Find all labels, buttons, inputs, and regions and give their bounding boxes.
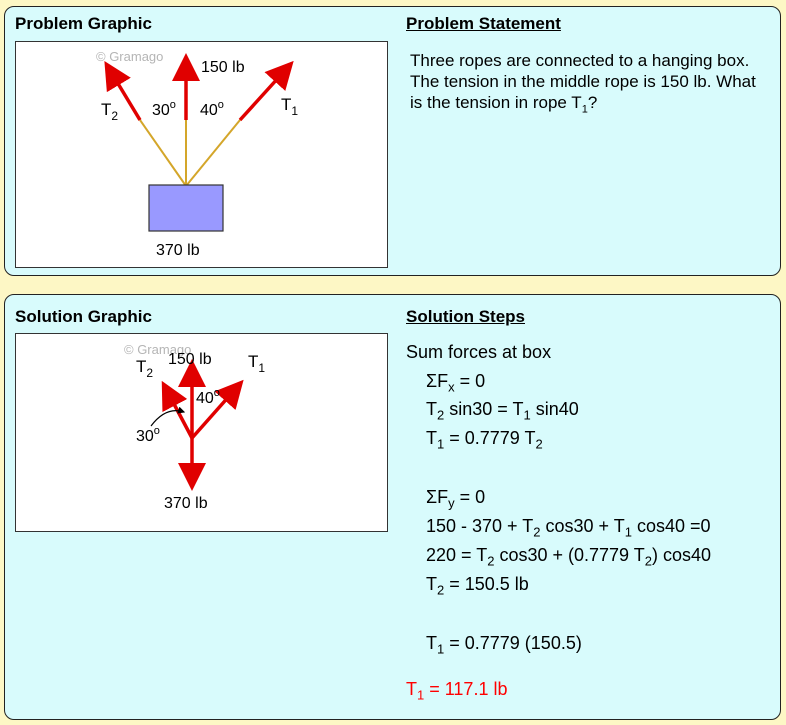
solution-steps-heading: Solution Steps [406, 307, 525, 326]
step-substitution: $220 = T_2$ cos30 + (0.7779 $T_2$) cos40 [426, 545, 711, 569]
box-weight-label: 370 lb [156, 242, 200, 259]
right-angle-label: 40$^o$ [196, 387, 220, 407]
left-angle-label: 30$^o$ [136, 425, 160, 445]
problem-diagram [16, 42, 389, 269]
problem-statement: Three ropes are connected to a hanging box. The tension in the middle rope is 150 lb. What is the tension in rope $T_1$? [410, 51, 756, 116]
step-sum-forces: Sum forces at box [406, 342, 552, 362]
step-sum-fx: $\Sigma F_x = 0$ [426, 371, 486, 395]
step-y-equation: $150 - 370 + T_2$ $\cos 30 + T_1$ cos40 =0 [426, 516, 711, 540]
step-sum-fy: $\Sigma F_y = 0$ [426, 487, 486, 511]
solution-graphic [15, 333, 388, 532]
final-answer: $T_1 = 117.1$ lb [406, 679, 508, 703]
problem-panel [4, 6, 781, 276]
step-t2-result: $T_2 = 150.5$ lb [426, 574, 529, 598]
weight-label: 370 lb [164, 495, 208, 512]
t2-label: $T_2$ [101, 100, 119, 123]
step-t1-calc: $T_1 = 0.7779$ (150.5) [426, 633, 582, 657]
left-rope [140, 120, 186, 186]
problem-graphic-heading: Problem Graphic [15, 14, 152, 33]
free-body-diagram [16, 334, 389, 533]
t2-label: $T_2$ [136, 357, 154, 380]
step-x-equation: $T_2$ $\sin 30 = T_1$ sin40 [426, 399, 579, 423]
middle-tension-label: 150 lb [168, 351, 212, 368]
watermark: © Gramago [96, 49, 164, 64]
problem-graphic [15, 41, 388, 268]
t2-force-arrow [165, 387, 192, 438]
step-t1-relation: $T_1 = 0.7779$ $T_2$ [426, 428, 543, 452]
left-angle-label: 30$^o$ [152, 99, 176, 119]
middle-tension-label: 150 lb [201, 59, 245, 76]
problem-statement-heading: Problem Statement [406, 14, 561, 33]
right-angle-label: 40$^o$ [200, 99, 224, 119]
solution-panel [4, 294, 781, 720]
hanging-box [149, 185, 223, 231]
t1-label: $T_1$ [281, 95, 299, 118]
solution-graphic-heading: Solution Graphic [15, 307, 152, 326]
watermark: © Gramago [124, 342, 192, 357]
t1-label: $T_1$ [248, 352, 266, 375]
right-rope [186, 120, 240, 186]
